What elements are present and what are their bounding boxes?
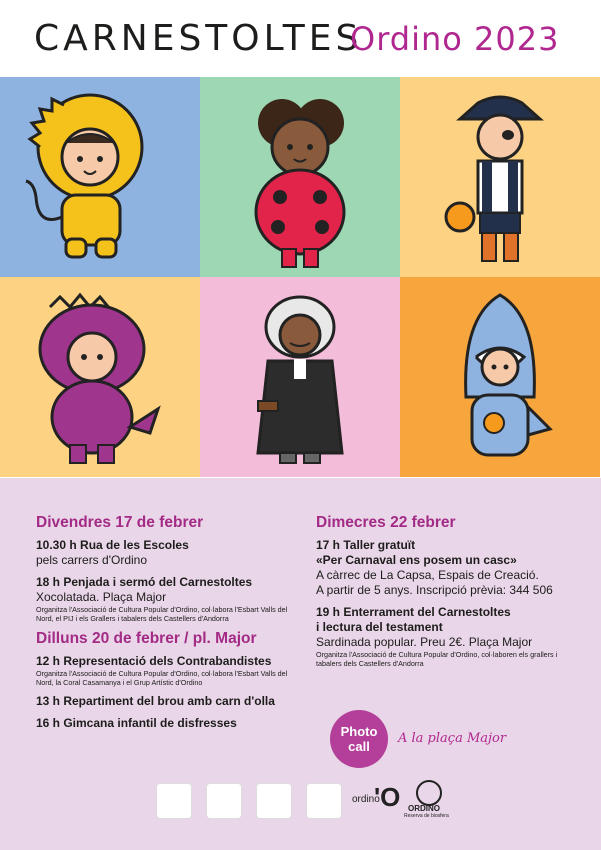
event-item xyxy=(36,538,306,568)
day-heading: Dilluns 20 de febrer / pl. Major xyxy=(36,630,257,647)
event-detail: pels carrers d'Ordino xyxy=(36,553,147,567)
event-item xyxy=(36,716,306,731)
photo-call-location: A la plaça Major xyxy=(398,731,507,746)
lion-costume-tile xyxy=(0,77,200,277)
judge-costume-illustration xyxy=(200,277,400,477)
cultura-popular-logo xyxy=(156,783,192,819)
sponsor-logos xyxy=(0,778,601,828)
esbart-logo xyxy=(256,783,292,819)
ladybug-costume-illustration xyxy=(200,77,400,277)
event-organizer: Organitza l'Associació de Cultura Popular d'Ordino, col·labora l'Esbart Valls del Nord, el PIJ i els Grallers i tabalers dels Castellers d'Andorra xyxy=(36,605,288,623)
event-detail: A partir de 5 anys. Inscripció prèvia: 344 506 xyxy=(316,583,553,597)
header xyxy=(0,0,601,77)
lion-costume-illustration xyxy=(0,77,200,277)
day-heading: Dimecres 22 febrer xyxy=(316,514,456,531)
event-title: 18 h Penjada i sermó del Carnestoltes xyxy=(36,575,253,589)
schedule-right xyxy=(316,514,578,675)
judge-costume-tile xyxy=(200,277,400,477)
info-panel xyxy=(0,478,601,850)
event-detail: Sardinada popular. Preu 2€. Plaça Major xyxy=(316,635,533,649)
event-title: «Per Carnaval ens posem un casc» xyxy=(316,553,517,567)
event-item xyxy=(36,654,306,687)
costume-grid xyxy=(0,77,601,478)
grup-artistic-logo xyxy=(306,783,342,819)
event-item xyxy=(316,605,578,668)
event-organizer: Organitza l'Associació de Cultura Popular d'Ordino, col·laboren els grallers i tabalers dels Castellers d'Andorra xyxy=(316,650,558,668)
pirate-costume-illustration xyxy=(400,77,600,277)
page-subtitle: Ordino 2023 xyxy=(350,20,560,58)
shark-costume-illustration xyxy=(400,277,600,477)
event-organizer: Organitza l'Associació de Cultura Popular d'Ordino, col·labora l'Esbart Valls del Nord, la Coral Casamanya i el Grup Artístic d'Ordino xyxy=(36,669,288,687)
photo-call-line1: Photo xyxy=(340,724,378,739)
ordino-seal-icon xyxy=(416,780,442,806)
event-title: 10.30 h Rua de les Escoles xyxy=(36,538,189,552)
event-title: 16 h Gimcana infantil de disfresses xyxy=(36,716,237,730)
ordino-tagline: Reserva de biosfera xyxy=(404,813,449,819)
photo-call-line2: call xyxy=(348,739,370,754)
ordino-wordmark: ORDINO xyxy=(408,804,440,813)
pirate-costume-tile xyxy=(400,77,600,277)
schedule-left xyxy=(36,514,306,738)
event-title: 13 h Repartiment del brou amb carn d'olla xyxy=(36,694,275,708)
castellers-logo xyxy=(206,783,242,819)
event-detail: A càrrec de La Capsa, Espais de Creació. xyxy=(316,568,539,582)
event-item xyxy=(36,575,306,623)
day-heading: Divendres 17 de febrer xyxy=(36,514,204,531)
ladybug-costume-tile xyxy=(200,77,400,277)
event-item xyxy=(316,538,578,598)
monster-costume-illustration xyxy=(0,277,200,477)
event-title: 17 h Taller gratuït xyxy=(316,538,416,552)
ordino-mark: 'O xyxy=(374,782,401,812)
event-item xyxy=(36,694,306,709)
event-title: 19 h Enterrament del Carnestoltes xyxy=(316,605,511,619)
event-title: 12 h Representació dels Contrabandistes xyxy=(36,654,272,668)
page-title: CARNESTOLTES xyxy=(34,18,363,59)
ordino-wordmark-small: ordino xyxy=(352,794,380,805)
shark-costume-tile xyxy=(400,277,600,477)
event-detail: Xocolatada. Plaça Major xyxy=(36,590,167,604)
event-title: i lectura del testament xyxy=(316,620,443,634)
monster-costume-tile xyxy=(0,277,200,477)
photo-call-badge xyxy=(330,710,388,768)
